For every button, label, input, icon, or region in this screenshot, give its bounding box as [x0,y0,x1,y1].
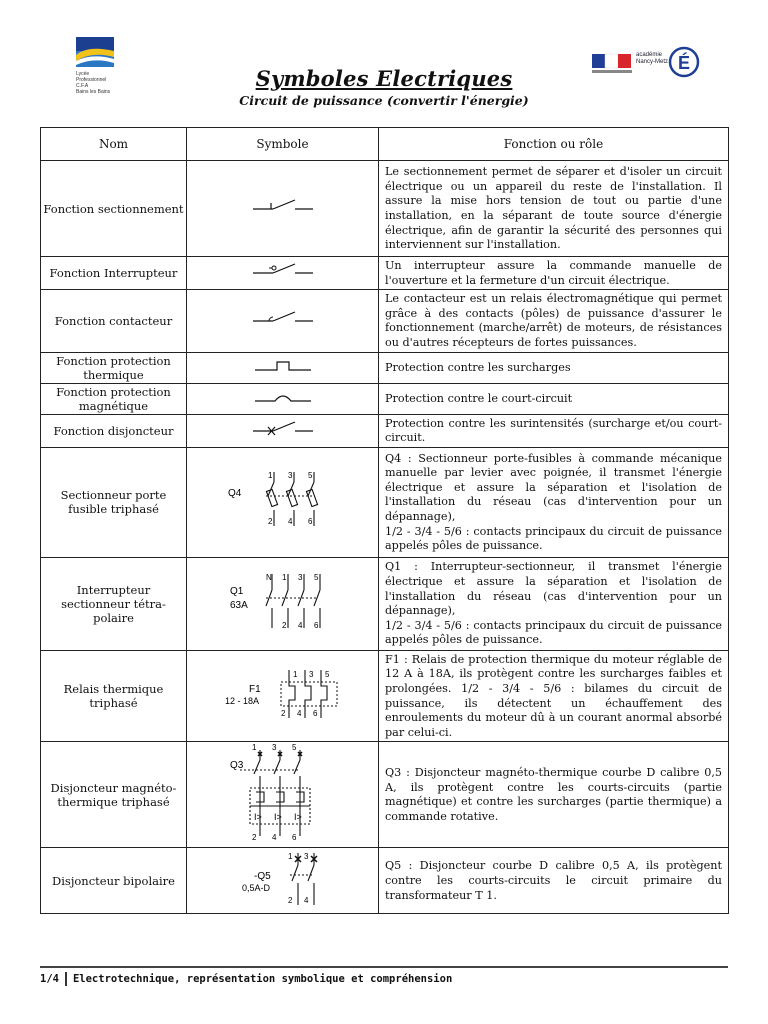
terminal-3: 3 [297,572,302,582]
row-name: Sectionneur porte fusible triphasé [41,447,187,557]
table-row [41,742,729,848]
label-q4: Q4 [227,488,241,500]
breaker-symbol [253,419,313,439]
page-title: Symboles Electriques [255,66,513,91]
terminal-4: 4 [287,517,292,527]
row-function: Un interrupteur assure la commande manuelle de l'ouverture et la fermeture d'un circuit électrique. [379,257,729,290]
contactor-symbol [253,309,313,329]
terminal-4: 4 [303,895,308,905]
table-row [41,290,729,352]
footer-text [40,972,728,986]
bipolar-breaker-symbol [228,851,338,907]
row-name: Disjoncteur magnéto-thermique triphasé [41,742,187,848]
row-symbol [187,650,379,742]
footer [40,966,728,986]
row-symbol [187,447,379,557]
page-subtitle: Circuit de puissance (convertir l'énergie) [239,93,529,108]
table-row [41,352,729,383]
row-name: Fonction Interrupteur [41,257,187,290]
switch-symbol [253,261,313,281]
table-row [41,161,729,257]
row-name: Relais thermique triphasé [41,650,187,742]
row-symbol [187,848,379,914]
row-function: Protection contre le court-circuit [379,383,729,414]
label-q1-rating: 63A [229,599,248,611]
page-number: 1/4 [40,973,59,985]
disconnector-symbol [253,197,313,217]
row-symbol [187,290,379,352]
row-function: Q3 : Disjoncteur magnéto-thermique courbe D calibre 0,5 A, ils protègent contre les courts-circuits (partie magnétique) et contre les surcharges (partie thermique) a commande rotative. [379,742,729,848]
svg-text:I>: I> [273,811,282,822]
terminal-5: 5 [307,471,312,481]
academy-name-line-2: Nancy-Metz [636,59,669,65]
terminal-6: 6 [307,517,312,527]
column-header-symbole: Symbole [187,128,379,161]
terminal-4: 4 [296,709,301,719]
row-function [379,557,729,650]
row-name: Interrupteur sectionneur tétra-polaire [41,557,187,650]
svg-text:I>: I> [293,811,302,822]
table-row [41,848,729,914]
thermal-magnetic-breaker-symbol [228,744,338,842]
row-name: Disjoncteur bipolaire [41,848,187,914]
thermal-relay-symbol [223,668,343,720]
school-name-line-2: C.F.A [76,83,89,89]
table-row [41,414,729,447]
terminal-3: 3 [287,471,292,481]
school-name-line-1: Lycée Professionnel [76,71,107,83]
switch-disconnector-symbol [228,570,338,634]
row-symbol [187,742,379,848]
terminal-6: 6 [291,832,296,842]
terminal-1: 1 [251,743,256,752]
terminal-6: 6 [312,709,317,719]
title-block [0,66,768,108]
row-symbol [187,557,379,650]
academy-name-line-1: académie [636,52,663,58]
symbols-table [40,127,729,914]
label-q5-rating: 0,5A-D [241,882,270,893]
school-logo-icon [76,37,114,67]
label-q3: Q3 [229,759,243,771]
terminal-5: 5 [324,670,329,680]
row-function: Le sectionnement permet de séparer et d'isoler un circuit électrique ou un appareil du reste de l'installation. Il assure la mise hors tension de tout ou partie d'une installation, en la séparant de toute source d'énergie électrique, afin de garantir la sécurité des personnes qui interviennent sur l'installation. [379,161,729,257]
row-symbol [187,257,379,290]
row-symbol [187,352,379,383]
terminal-5: 5 [313,572,318,582]
column-header-nom: Nom [41,128,187,161]
terminal-1: 1 [281,572,286,582]
row-symbol [187,161,379,257]
row-symbol [187,414,379,447]
row-name: Fonction contacteur [41,290,187,352]
svg-text:I>: I> [253,811,262,822]
row-function: Protection contre les surcharges [379,352,729,383]
label-q1: Q1 [229,585,243,597]
terminal-2: 2 [281,620,286,630]
terminal-6: 6 [313,620,318,630]
terminal-n: N [265,572,272,582]
row-symbol [187,383,379,414]
fuse-disconnector-symbol [228,468,338,532]
terminal-2: 2 [280,709,285,719]
terminal-3: 3 [271,743,276,752]
row-function-main: Q1 : Interrupteur-sectionneur, il transmet l'énergie électrique et assure la séparation et l'isolation de l'installation du réseau (cas d'intervention pour un dépannage), [385,560,722,618]
magnetic-symbol [253,389,313,405]
table-row [41,557,729,650]
label-q5: -Q5 [253,870,271,882]
row-name: Fonction sectionnement [41,161,187,257]
terminal-2: 2 [251,832,256,842]
terminal-1: 1 [292,670,297,680]
table-row [41,447,729,557]
label-f1: F1 [248,684,261,696]
terminal-2: 2 [267,517,272,527]
row-function: Q5 : Disjoncteur courbe D calibre 0,5 A, ils protègent contre les courts-circuits le circuit primaire du transformateur T 1. [379,848,729,914]
table-row [41,257,729,290]
terminal-1: 1 [267,471,272,481]
row-function: Le contacteur est un relais électromagnétique qui permet grâce à des contacts (pôles) de puissance d'assurer le fonctionnement (marche/arrêt) de moteurs, de résistances ou d'autres récepteurs de fortes puissances. [379,290,729,352]
table-row [41,650,729,742]
row-function-contacts: 1/2 - 3/4 - 5/6 : contacts principaux du circuit de puissance appelés pôles de puissance. [385,618,722,647]
row-function: Protection contre les surintensités (surcharge et/ou court-circuit. [379,414,729,447]
school-name-line-3: Bains les Bains [76,89,111,95]
column-header-fonction: Fonction ou rôle [379,128,729,161]
row-function: F1 : Relais de protection thermique du moteur réglable de 12 A à 18A, ils protègent contre les surcharges faibles et prolongées. 1/2 - 3/4 - 5/6 : bilames du circuit de puissance, ils détectent un échauffement des enroulements du moteur dû à un courant anormal absorbé par celui-ci. [379,650,729,742]
terminal-1: 1 [287,851,292,861]
table-row [41,383,729,414]
label-f1-range: 12 - 18A [224,696,259,707]
row-name: Fonction protection thermique [41,352,187,383]
terminal-4: 4 [271,832,276,842]
svg-text:É: É [678,53,691,73]
thermal-symbol [253,358,313,374]
row-function-main: Q4 : Sectionneur porte-fusibles à commande mécanique manuelle par levier avec poignée, il transmet l'énergie électrique et assure la séparation et l'isolation de l'installation du réseau (cas d'intervention pour un dépannage), [385,451,722,524]
terminal-3: 3 [308,670,313,680]
row-function [379,447,729,557]
footer-title: Electrotechnique, représentation symbolique et compréhension [72,973,453,985]
terminal-2: 2 [287,895,292,905]
table-header-row [41,128,729,161]
terminal-3: 3 [303,851,308,861]
row-function-contacts: 1/2 - 3/4 - 5/6 : contacts principaux du circuit de puissance appelés pôles de puissance. [385,524,722,553]
terminal-4: 4 [297,620,302,630]
row-name: Fonction disjoncteur [41,414,187,447]
row-name: Fonction protection magnétique [41,383,187,414]
terminal-5: 5 [291,743,296,752]
footer-separator [65,972,67,986]
